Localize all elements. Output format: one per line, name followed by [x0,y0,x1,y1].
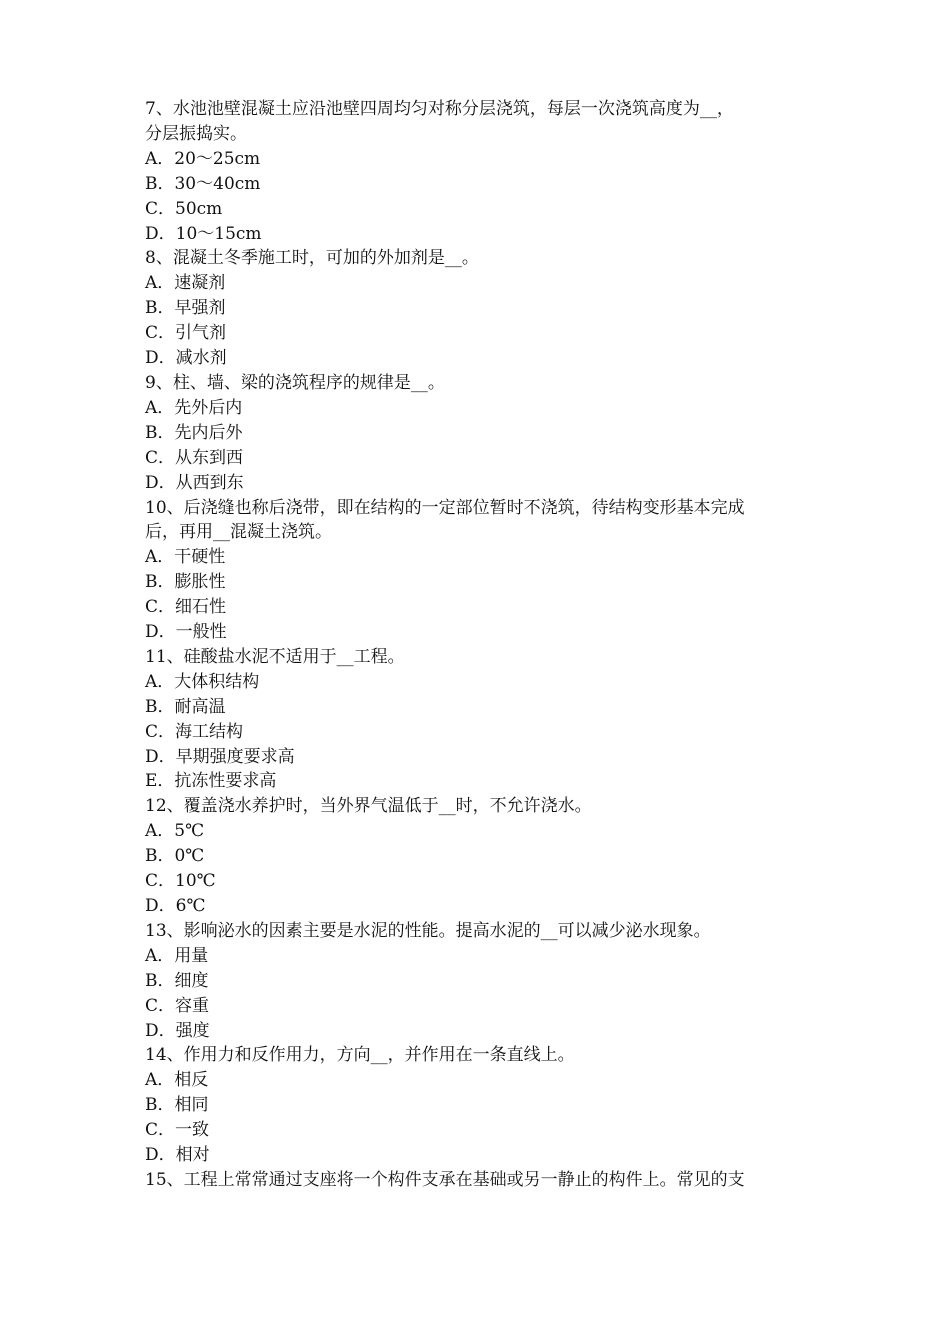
question-11-stem-line-1: 11、硅酸盐水泥不适用于__工程。 [145,646,405,667]
question-13-option-d: D．强度 [145,1020,210,1041]
question-10-option-b: B．膨胀性 [145,572,226,593]
question-7-stem-line-1: 7、水池池壁混凝土应沿池壁四周均匀对称分层浇筑，每层一次浇筑高度为__， [145,99,734,119]
question-14-option-b: B．相同 [145,1095,209,1116]
question-13-option-b: B．细度 [145,970,209,991]
question-12 [145,794,815,919]
question-9-option-a: A．先外后内 [145,397,243,418]
question-9-stem-line-1: 9、柱、墙、梁的浇筑程序的规律是__。 [145,372,445,393]
question-13-stem-line-1: 13、影响泌水的因素主要是水泥的性能。提高水泥的__可以减少泌水现象。 [145,920,711,941]
question-14 [145,1043,815,1168]
question-11-option-b: B．耐高温 [145,696,226,717]
question-7-option-d: D．10～15cm [145,223,262,244]
question-12-option-c: C．10℃ [145,871,216,892]
question-7-option-b: B．30～40cm [145,173,261,194]
question-8-option-b: B．早强剂 [145,298,226,319]
question-14-option-d: D．相对 [145,1145,210,1166]
question-11-option-d: D．早期强度要求高 [145,746,295,767]
question-11 [145,645,815,794]
question-9-option-d: D．从西到东 [145,472,244,493]
question-10-option-c: C．细石性 [145,597,227,618]
question-8-option-d: D．减水剂 [145,348,227,369]
question-10 [145,496,815,645]
question-15-stem-line-1: 15、工程上常常通过支座将一个构件支承在基础或另一静止的构件上。常见的支 [145,1169,745,1190]
question-8-stem-line-1: 8、混凝土冬季施工时，可加的外加剂是__。 [145,248,479,269]
question-14-option-c: C．一致 [145,1120,210,1141]
question-11-option-c: C．海工结构 [145,721,244,742]
question-13-option-a: A．用量 [145,945,209,966]
question-7 [145,97,815,246]
question-10-stem-line-1: 10、后浇缝也称后浇带，即在结构的一定部位暂时不浇筑，待结构变形基本完成 [145,497,745,518]
question-8-option-a: A．速凝剂 [145,273,226,294]
question-9 [145,371,815,496]
question-10-stem-line-2: 后，再用__混凝土浇筑。 [145,522,332,543]
question-11-option-a: A．大体积结构 [145,671,260,692]
question-12-option-d: D．6℃ [145,896,206,916]
question-12-option-a: A．5℃ [145,821,205,842]
question-8-option-c: C．引气剂 [145,323,227,344]
question-11-option-e: E．抗冻性要求高 [145,771,277,792]
question-12-stem-line-1: 12、覆盖浇水养护时，当外界气温低于__时，不允许浇水。 [145,796,592,817]
question-list [145,97,815,1193]
question-10-option-d: D．一般性 [145,622,227,643]
question-8 [145,246,815,371]
question-9-option-c: C．从东到西 [145,447,244,468]
question-14-stem-line-1: 14、作用力和反作用力，方向__，并作用在一条直线上。 [145,1045,575,1066]
question-9-option-b: B．先内后外 [145,422,243,443]
question-12-option-b: B．0℃ [145,846,205,867]
question-14-option-a: A．相反 [145,1070,209,1091]
question-10-option-a: A．干硬性 [145,547,226,568]
question-13 [145,919,815,1044]
question-7-stem-line-2: 分层振捣实。 [145,123,247,144]
question-7-option-a: A．20～25cm [145,148,261,169]
question-13-option-c: C．容重 [145,995,210,1016]
question-7-option-c: C．50cm [145,198,223,219]
question-15 [145,1168,815,1193]
